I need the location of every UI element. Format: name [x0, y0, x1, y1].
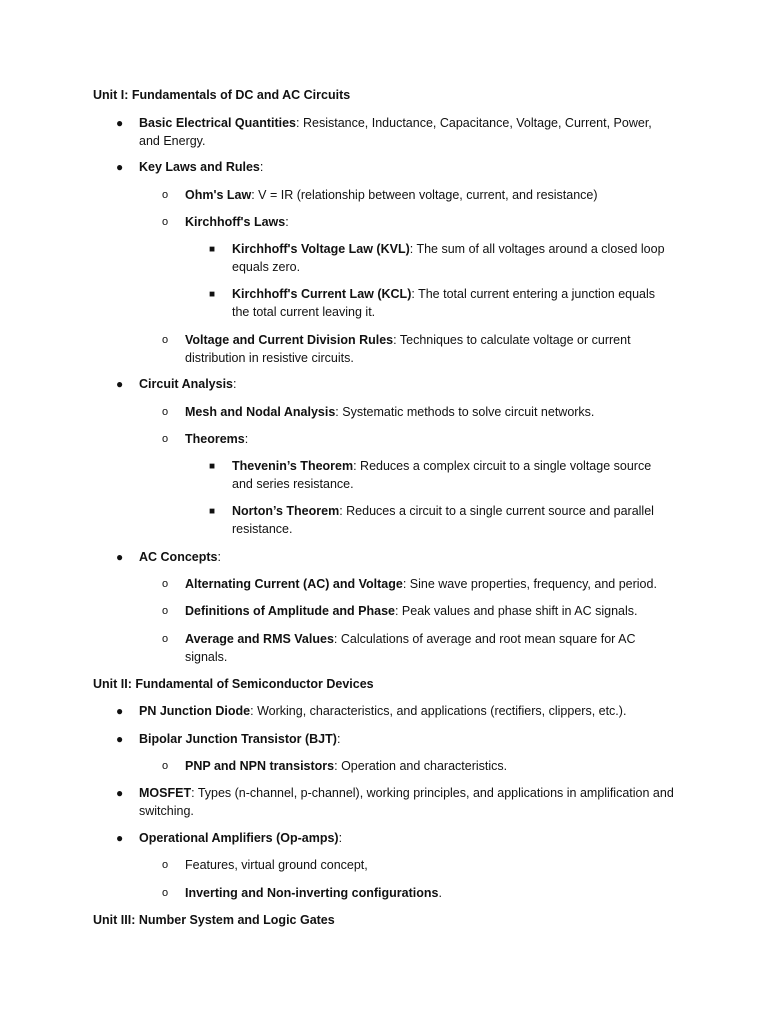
unit-heading: Unit II: Fundamental of Semiconductor Devices	[93, 677, 374, 691]
item-term: Circuit Analysis	[139, 377, 234, 391]
item-description: : Sine wave properties, frequency, and period.	[402, 577, 657, 591]
unit-heading: Unit III: Number System and Logic Gates	[93, 913, 335, 927]
bullet-square-icon: ■	[209, 506, 216, 517]
bullet-circle-icon: o	[162, 334, 169, 346]
item-description: :	[338, 831, 343, 845]
item-description: :	[233, 377, 237, 391]
item-term: Operational Amplifiers (Op-amps)	[139, 831, 339, 845]
item-description: Features, virtual ground concept,	[185, 858, 368, 872]
bullet-disc-icon: ●	[116, 786, 124, 800]
item-term: Basic Electrical Quantities	[139, 116, 297, 130]
bullet-disc-icon: ●	[116, 732, 124, 746]
item-description: : Peak values and phase shift in AC signals.	[394, 604, 638, 618]
item-description: .	[438, 886, 442, 900]
item-description: : V = IR (relationship between voltage, current, and resistance)	[251, 188, 598, 202]
bullet-circle-icon: o	[162, 433, 169, 445]
item-description: : Reduces a complex circuit to a single voltage source and series resistance.	[232, 459, 652, 491]
item-description: :	[259, 160, 264, 174]
item-term: Thevenin’s Theorem	[232, 459, 354, 473]
item-description: : Operation and characteristics.	[334, 759, 508, 773]
bullet-disc-icon: ●	[116, 377, 124, 391]
item-term: Norton’s Theorem	[232, 504, 340, 518]
item-description: :	[285, 215, 289, 229]
bullet-circle-icon: o	[162, 859, 169, 871]
item-description: : The total current entering a junction equals the total current leaving it.	[232, 287, 656, 319]
item-term: Voltage and Current Division Rules	[185, 333, 394, 347]
item-term: Bipolar Junction Transistor (BJT)	[139, 732, 337, 746]
bullet-disc-icon: ●	[116, 550, 124, 564]
bullet-square-icon: ■	[209, 461, 216, 472]
bullet-disc-icon: ●	[116, 160, 124, 174]
item-description: : Working, characteristics, and applications (rectifiers, clippers, etc.).	[250, 704, 627, 718]
item-description: :	[244, 432, 249, 446]
item-description: : The sum of all voltages around a closed loop equals zero.	[232, 242, 665, 274]
item-term: Kirchhoff's Voltage Law (KVL)	[232, 242, 410, 256]
item-description: : Systematic methods to solve circuit networks.	[335, 405, 595, 419]
bullet-disc-icon: ●	[116, 116, 124, 130]
item-term: PN Junction Diode	[139, 704, 251, 718]
bullet-circle-icon: o	[162, 760, 169, 772]
item-term: MOSFET	[139, 786, 192, 800]
bullet-disc-icon: ●	[116, 831, 124, 845]
item-term: Key Laws and Rules	[139, 160, 260, 174]
item-term: Ohm's Law	[185, 188, 252, 202]
item-term: Kirchhoff's Laws	[185, 215, 286, 229]
bullet-circle-icon: o	[162, 605, 169, 617]
item-term: Kirchhoff's Current Law (KCL)	[232, 287, 412, 301]
item-term: Average and RMS Values	[185, 632, 334, 646]
bullet-circle-icon: o	[162, 189, 169, 201]
item-description: : Techniques to calculate voltage or current distribution in resistive circuits.	[185, 333, 631, 365]
bullet-square-icon: ■	[209, 289, 216, 300]
bullet-square-icon: ■	[209, 244, 216, 255]
item-term: Mesh and Nodal Analysis	[185, 405, 336, 419]
item-term: Theorems	[185, 432, 245, 446]
item-description: : Resistance, Inductance, Capacitance, Voltage, Current, Power, and Energy.	[139, 116, 652, 148]
item-term: Alternating Current (AC) and Voltage	[185, 577, 403, 591]
bullet-circle-icon: o	[162, 216, 169, 228]
bullet-disc-icon: ●	[116, 704, 124, 718]
item-description: :	[336, 732, 341, 746]
item-term: Inverting and Non-inverting configurations	[185, 886, 439, 900]
bullet-circle-icon: o	[162, 633, 169, 645]
bullet-circle-icon: o	[162, 887, 169, 899]
item-description: : Reduces a circuit to a single current source and parallel resistance.	[232, 504, 654, 536]
item-description: :	[217, 550, 221, 564]
bullet-circle-icon: o	[162, 578, 169, 590]
unit-heading: Unit I: Fundamentals of DC and AC Circuits	[93, 88, 351, 102]
item-description: : Calculations of average and root mean square for AC signals.	[185, 632, 636, 664]
item-description: : Types (n-channel, p-channel), working principles, and applications in amplification and switching.	[139, 786, 674, 818]
item-term: AC Concepts	[139, 550, 218, 564]
item-term: Definitions of Amplitude and Phase	[185, 604, 395, 618]
item-term: PNP and NPN transistors	[185, 759, 335, 773]
bullet-circle-icon: o	[162, 406, 169, 418]
